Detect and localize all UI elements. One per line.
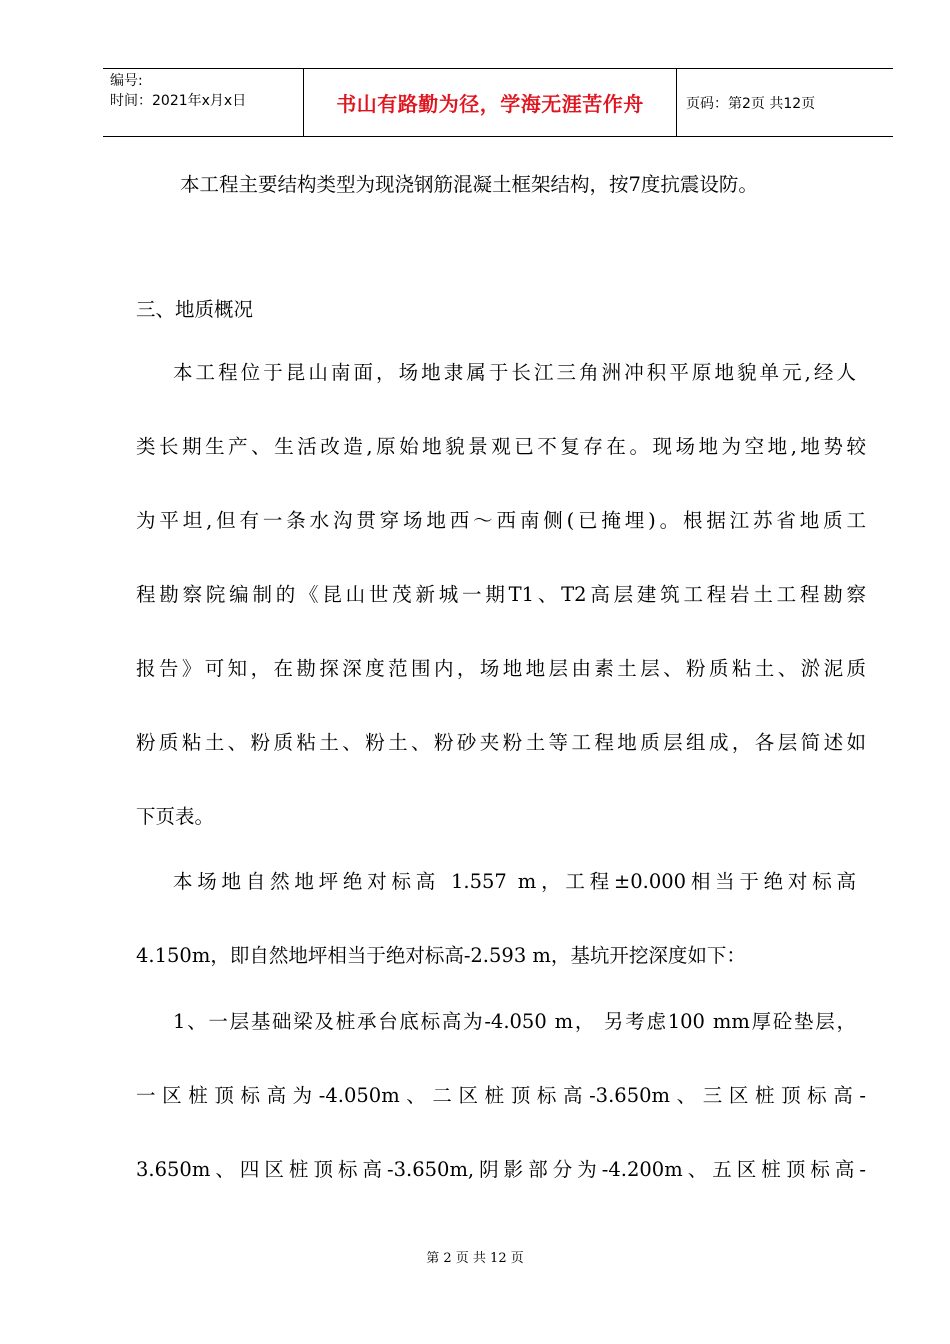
excavation-line-2: 一区桩顶标高为-4.050m、二区桩顶标高-3.650m、三区桩顶标高-: [136, 1084, 866, 1107]
geology-line-7: 下页表。: [136, 805, 215, 828]
section-title-geology: 三、地质概况: [136, 298, 254, 321]
elevation-line-2: 4.150m，即自然地坪相当于绝对标高-2.593 m，基坑开挖深度如下：: [136, 944, 746, 967]
excavation-line-1: 1、一层基础梁及桩承台底标高为-4.050 m， 另考虑100 mm厚砼垫层，: [173, 1010, 856, 1033]
geology-line-5: 报告》可知，在勘探深度范围内，场地地层由素土层、粉质粘土、淤泥质: [136, 657, 866, 680]
geology-line-3: 为平坦,但有一条水沟贯穿场地西～西南侧(已掩埋)。根据江苏省地质工: [136, 509, 866, 532]
header-motto: 书山有路勤为径，学海无涯苦作舟: [304, 69, 677, 136]
excavation-line-3: 3.650m、四区桩顶标高-3.650m,阴影部分为-4.200m、五区桩顶标高-: [136, 1158, 866, 1181]
date-line: 时间：2021年x月x日: [110, 93, 247, 109]
geology-line-4: 程勘察院编制的《昆山世茂新城一期T1、T2高层建筑工程岩土工程勘察: [136, 583, 866, 606]
page-footer: 第 2 页 共 12 页: [426, 1251, 524, 1266]
geology-line-6: 粉质粘土、粉质粘土、粉土、粉砂夹粉土等工程地质层组成，各层简述如: [136, 731, 866, 754]
header-meta-cell: [103, 69, 304, 136]
header-page-label: 页码：第2页 共12页: [686, 95, 816, 112]
elevation-line-1: 本场地自然地坪绝对标高 1.557 m，工程±0.000相当于绝对标高: [173, 870, 856, 893]
number-label: 编号:: [110, 73, 143, 89]
geology-line-2: 类长期生产、生活改造,原始地貌景观已不复存在。现场地为空地,地势较: [136, 435, 866, 458]
page-header: [103, 68, 893, 137]
geology-line-1: 本工程位于昆山南面，场地隶属于长江三角洲冲积平原地貌单元,经人: [173, 361, 856, 384]
paragraph-structure: 本工程主要结构类型为现浇钢筋混凝土框架结构，按7度抗震设防。: [180, 173, 758, 196]
